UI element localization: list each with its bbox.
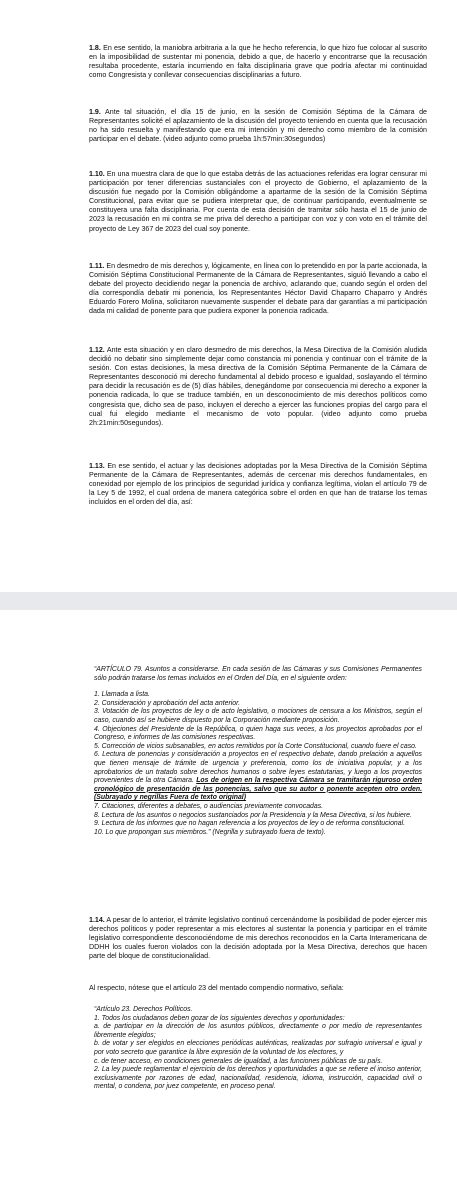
article-23-item-a: a. de participar en la dirección de los asuntos públicos, directamente o por medio de representantes libremente elegidos; [94,1023,422,1039]
paragraph-1-9: 1.9. Ante tal situación, el día 15 de junio, en la sesión de Comisión Séptima de la Cámara de Representantes solicité el aplazamiento de la discusión del proyecto teniendo en cuenta que la recusación no ha sido resuelta y manifestando que era mi intención y mi derecho como miembro de la comisión participar en el debate. (video adjunto como prueba 1h:57min:30segundos) [89,108,428,144]
page-separator [0,592,457,610]
article-79-item-6 [94,751,422,803]
article-79-item-2: 2. Consideración y aprobación del acta anterior. [94,699,241,707]
article-23-item-2: 2. La ley puede reglamentar el ejercicio de los derechos y oportunidades a que se refiere el inciso anterior, exclusivamente por razones de edad, nacionalidad, residencia, idioma, instrucción, capacidad civil o mental, o condena, por juez competente, en proceso penal. [94,1066,422,1091]
article-23-title: “Artículo 23. Derechos Políticos. [94,1006,193,1013]
article-79-item-5: 5. Corrección de vicios subsanables, en actos remitidos por la Corte Constitucional, cuando fuere el caso. [94,742,417,750]
article-23-intro-note: Al respecto, nótese que el artículo 23 del mentado compendio normativo, señala: [89,984,344,992]
paragraph-1-11: 1.11. En desmedro de mis derechos y, lógicamente, en línea con lo pretendido en por la parte accionada, la Comisión Séptima Constitucional Permanente de la Cámara de Representantes, siguió llevando a cabo el debate del proyecto decidiendo negar la ponencia de archivo, aclarando que, cuando según el orden del día correspondía debatir mi ponencia, los Representantes Héctor David Chaparro Chaparro y Andrés Eduardo Forero Molina, solicitaron nuevamente suspender el debate para dar garantías a mi participación dada mi calidad de ponente para que pudiera exponer la ponencia radicada. [89,262,427,316]
paragraph-1-12: 1.12. Ante esta situación y en claro desmedro de mis derechos, la Mesa Directiva de la Comisión aludida decidió no debatir sino simplemente dejar como constancia mi ponencia y continuar con el trámite de la sesión. Con estas decisiones, la mesa directiva de la Comisión Séptima Permanente de la Cámara de Representantes desconoció mi derecho fundamental al debido proceso e igualdad, soslayando el término para decidir la recusación es de (5) días hábiles, denegándome por consecuencia mi derecho a exponer la ponencia radicada, lo que se traduce también, en un desconocimiento de mis derechos políticos como congresista que, dicho sea de paso, incluyen el derecho a ejercer las funciones propias del cargo para el cual fui elegido mediante el mecanismo de voto popular. (video adjunto como prueba 2h:21min:50segundos). [89,346,427,427]
article-79-item-9: 9. Lectura de los informes que no hagan referencia a los proyectos de ley o de reforma constitucional. [94,820,406,828]
article-79-item-8: 8. Lectura de los asuntos o negocios sustanciados por la Presidencia y la Mesa Directiva, si los hubiere. [94,811,412,819]
article-79-item-6-text: 6. Lectura de ponencias y consideración a proyectos en el respectivo debate, dando prelación a aquellos que tienen mensaje de trámite de urgencia y preferencia, como los de iniciativa popular, y a los aprobatorios de un tratado sobre derechos humanos o sobre leyes estatutarias, y luego a los proyectos provenientes de la otra Cámara. [94,751,422,785]
article-79-item-4: 4. Objeciones del Presidente de la República, o quien haga sus veces, a los proyectos aprobados por el Congreso, e informes de las comisiones respectivas. [94,725,422,742]
article-23-item-c: c. de tener acceso, en condiciones generales de igualdad, a las funciones públicas de su país. [94,1057,383,1065]
paragraph-1-10: 1.10. En una muestra clara de que lo que estaba detrás de las actuaciones referidas era lograr censurar mi participación por tener diferencias sustanciales con el proyecto de Gobierno, el aplazamiento de la discusión fue negado por la Comisión obligándome a apartarme de la sesión de la Comisión Séptima Constitucional, para evitar que se pudiera interpretar que, de continuar participando, eventualmente se constituyera una falta disciplinaria. Por cuenta de esta decisión de tramitar sólo hasta el 15 de junio de 2023 la recusación en mi contra se me priva del derecho a participar con voz y con voto en el trámite del proyecto de Ley 367 de 2023 del cual soy ponente. [89,170,427,233]
article-23-quote [94,1006,422,1092]
paragraph-1-8: 1.8. En ese sentido, la maniobra arbitraria a la que he hecho referencia, lo que hizo fue colocar al suscrito en la imposibilidad de sustentar mi ponencia, debido a que, de hacerlo y encontrarse que la recusación resultaba procedente, estaría incurriendo en falta disciplinaria grave que podría afectar mi continuidad como Congresista y conllevar consecuencias disciplinarias a futuro. [89,44,427,80]
article-23-item-1: 1. Todos los ciudadanos deben gozar de los siguientes derechos y oportunidades: [94,1014,345,1022]
article-79-quote [94,666,422,837]
document-page-2 [0,610,457,1200]
article-79-item-10: 10. Lo que propongan sus miembros.” (Negrilla y subrayado fuera de texto). [94,828,326,836]
article-79-item-3: 3. Votación de los proyectos de ley o de acto legislativo, o mociones de censura a los Ministros, según el caso, cuando así se hubiere dispuesto por la Corporación mediante proposición. [94,708,422,724]
article-23-item-b: b. de votar y ser elegidos en elecciones periódicas auténticas, realizadas por sufragio universal e igual y por voto secreto que garantice la libre expresión de la voluntad de los electores, y [94,1040,422,1056]
article-79-intro: “ARTÍCULO 79. Asuntos a considerarse. En cada sesión de las Cámaras y sus Comisiones Permanentes sólo podrán tratarse los temas incluidos en el Orden del Día, en el siguiente orden: [94,666,422,682]
paragraph-1-13: 1.13. En ese sentido, el actuar y las decisiones adoptadas por la Mesa Directiva de la Comisión Séptima Permanente de la Cámara de Representantes, además de cercenar mis derechos fundamentales, en conexidad por ejemplo de los principios de seguridad jurídica y confianza legítima, violan el artículo 79 de la Ley 5 de 1992, el cual ordena de manera categórica sobre el orden en que han de tratarse los temas incluidos en el orden del día, así: [89,462,427,507]
paragraph-1-14: 1.14. A pesar de lo anterior, el trámite legislativo continuó cercenándome la posibilidad de poder ejercer mis derechos políticos y poder representar a mis electores al sustentar la ponencia y participar en el trámite legislativo correspondiente desconociéndome de mis derechos reconocidos en la Carta Interamericana de DDHH los cuales fueron violados con la decisión adoptada por la Mesa Directiva, derechos que hacen parte del bloque de constitucionalidad. [89,916,427,961]
article-79-item-6-emphasis: Los de origen en la respectiva Cámara se tramitarán riguroso orden cronológico de presentación de las ponencias, salvo que su autor o ponente acepten otro orden. (Subrayado y negrillas Fuera de texto original) [94,777,423,802]
article-79-item-1: 1. Llamada a lista. [94,691,150,699]
document-page-1 [0,0,457,592]
article-79-item-7: 7. Citaciones, diferentes a debates, o audiencias previamente convocadas. [94,802,324,810]
